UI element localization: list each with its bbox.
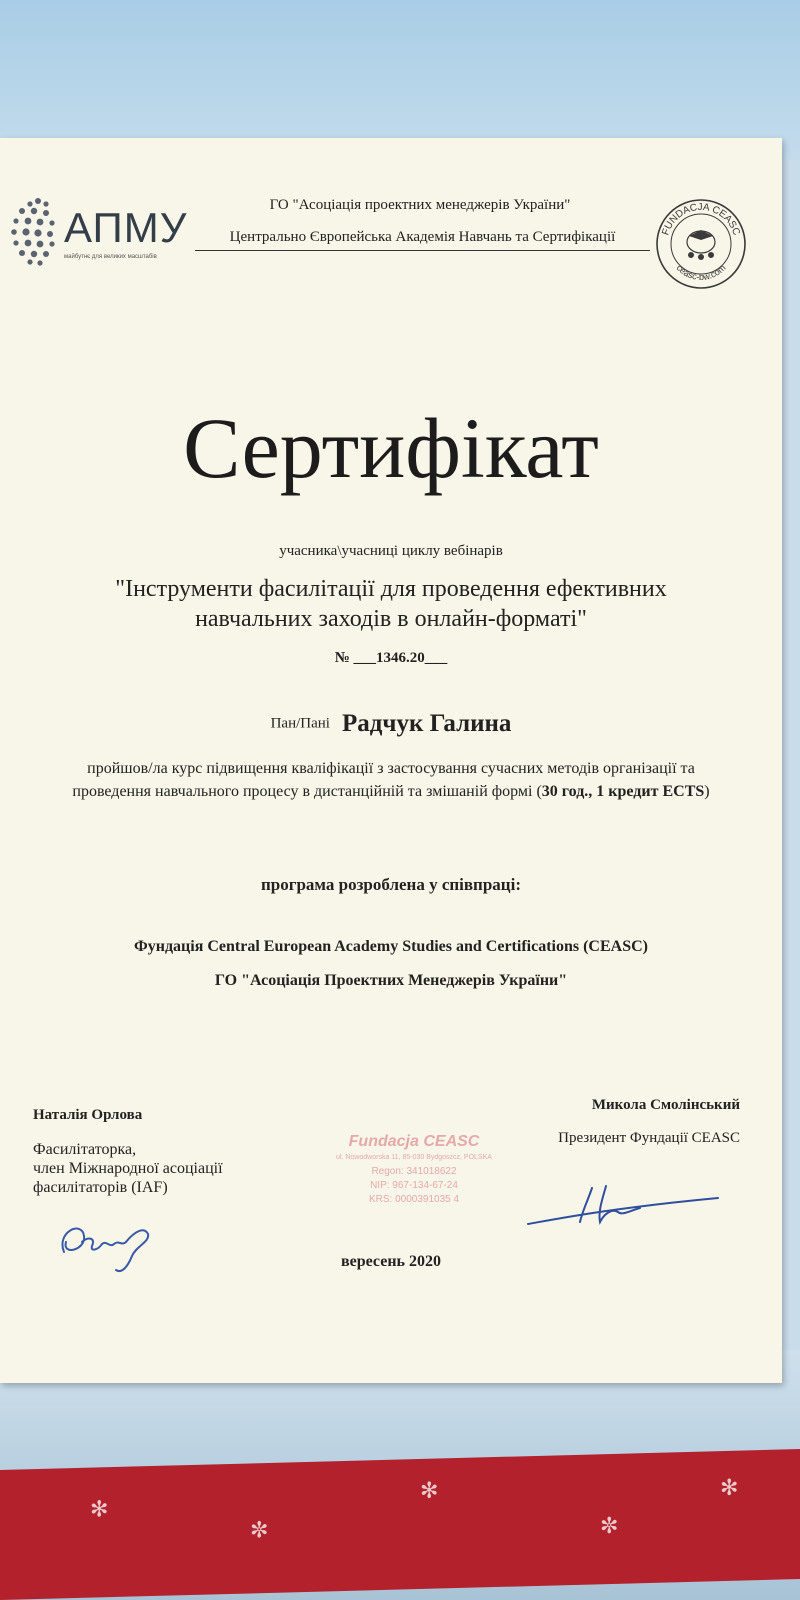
svg-text:ceasc-bw.com [675, 263, 728, 283]
certificate-date: вересень 2020 [340, 1253, 441, 1270]
course-description [0, 757, 782, 803]
description-line-1: пройшов/ла курс підвищення кваліфікації з застосування сучасних методів організації та [87, 760, 695, 777]
snowflake-icon: ✻ [720, 1475, 739, 1502]
recipient-label: Пан/Пані [270, 715, 330, 732]
recipient-name: Радчук Галина [341, 710, 512, 737]
left-role-line-2: член Міжнародної асоціації [33, 1160, 223, 1177]
apmu-logo-text: АПМУ [64, 204, 188, 251]
left-role-line-1: Фасилітаторка, [33, 1141, 137, 1158]
recipient [0, 710, 782, 738]
course-line-2: навчальних заходів в онлайн-форматі" [195, 606, 587, 632]
snowflake-icon: ✻ [90, 1497, 109, 1523]
right-signature [522, 1178, 722, 1233]
cooperation-heading: програма розроблена у співпраці: [260, 875, 521, 894]
description-end: ) [704, 783, 710, 800]
course-name [0, 574, 782, 634]
partner-2: ГО "Асоціація Проектних Менеджерів України" [214, 972, 568, 989]
seal-bottom-text: ceasc-bw.com [674, 262, 728, 283]
left-signer-name: Наталія Орлова [33, 1107, 143, 1123]
description-line-2-text: проведення навчального процесу в дистанційній та змішаній формі ( [72, 783, 542, 800]
background-wall [0, 0, 800, 160]
snowflake-icon: ✼ [600, 1513, 619, 1540]
stamp-line-1: Fundacja CEASC [348, 1133, 480, 1150]
stamp-line-5: KRS: 0000391035 4 [368, 1194, 460, 1205]
header-divider [195, 250, 650, 251]
snowflake-icon: ✻ [420, 1478, 439, 1505]
snowflake-icon: ✼ [250, 1517, 269, 1544]
org-line-1: ГО "Асоціація проектних менеджерів України" [269, 197, 571, 213]
org-line-2: Центрально Європейська Академія Навчань та Сертифікації [229, 229, 616, 245]
certificate-number [0, 650, 782, 667]
red-tablecloth [0, 1449, 800, 1600]
stamp-line-3: Regon: 341018622 [371, 1166, 457, 1177]
right-signer-name: Микола Смолінський [591, 1097, 740, 1113]
number-prefix: № [334, 650, 350, 666]
seal-top-text: FUNDACJA CEASC [660, 201, 742, 237]
right-signer-role: Президент Фундації CEASC [558, 1130, 740, 1146]
left-role-line-3: фасилітаторів (IAF) [33, 1179, 168, 1196]
certificate-title: Сертифікат [183, 400, 599, 496]
description-line-2 [0, 780, 782, 803]
partner-1: Фундація Central European Academy Studies and Certifications (CEASC) [134, 938, 648, 955]
left-signer-role [33, 1140, 223, 1197]
course-line-1: "Інструменти фасилітації для проведення ефективних [115, 576, 667, 602]
stamp-line-4: NIP: 967-134-67-24 [370, 1180, 458, 1191]
description-hours: 30 год., 1 кредит ECTS [541, 783, 705, 800]
ceasc-seal-icon [655, 198, 747, 290]
number-value: ___1346.20___ [353, 650, 448, 666]
certificate-subtitle: учасника\учасниці циклу вебінарів [279, 543, 503, 559]
apmu-logo-dots-icon [8, 195, 58, 267]
ceasc-stamp [312, 1128, 517, 1208]
stamp-line-2: ul. Nowodworska 11, 85-030 Bydgoszcz, POLSKA [336, 1154, 492, 1161]
apmu-logo-tagline: майбутнє для великих масштабів [64, 254, 157, 260]
